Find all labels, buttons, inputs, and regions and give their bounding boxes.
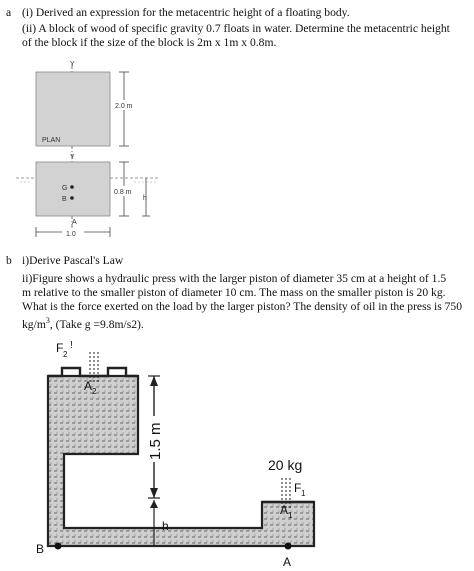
depth-h-label: h [143, 195, 147, 202]
point-b-label: B [62, 196, 67, 203]
point-a-marker [285, 543, 292, 550]
plan-label: PLAN [42, 137, 61, 144]
point-b-marker [55, 543, 62, 550]
force-f2-mark: ! [70, 340, 73, 351]
density-unit: kg/m [22, 317, 46, 331]
area-a1-label: A [280, 503, 289, 517]
axis-y-mid-label: Y [70, 154, 75, 161]
question-b-i: i)Derive Pascal's Law [22, 254, 124, 267]
dimension-1m: 1.0 [66, 231, 76, 238]
dimension-08m: 0.8 m [114, 189, 132, 196]
dimension-2m: 2.0 m [115, 103, 133, 110]
area-a2-subscript: 2 [92, 387, 97, 396]
question-a-i: (i) Derived an expression for the metacentric height of a floating body. [22, 6, 350, 19]
question-b-ii-line1: ii)Figure shows a hydraulic press with the larger piston of diameter 35 cm at a height of 1.5 [22, 272, 447, 285]
depth-h-label-b: h [162, 519, 169, 533]
area-a2-label: A [84, 379, 93, 393]
density-unit-exponent: 3 [45, 316, 50, 325]
point-a-label-b: A [283, 555, 292, 569]
point-g-label: G [62, 185, 68, 192]
force-f1-subscript: 1 [301, 489, 306, 498]
part-b-label: b [6, 254, 12, 267]
axis-y-top-label: Y [70, 61, 75, 68]
question-b-ii-line3: What is the force exerted on the load by the larger piston? The density of oil in the press is 750 [22, 300, 463, 313]
question-a-ii-line2: of the block if the size of the block is 2m x 1m x 0.8m. [22, 36, 277, 49]
gravity-note: , (Take g =9.8m/s2). [49, 317, 144, 331]
force-f1-label: F [294, 481, 302, 495]
force-f2-label: F [56, 341, 64, 355]
force-f2-subscript: 2 [63, 350, 68, 359]
height-label: 1.5 m [147, 422, 164, 460]
large-piston [48, 368, 138, 376]
point-a-label: A [72, 219, 77, 226]
part-a-label: a [6, 6, 12, 19]
area-a1-subscript: 1 [288, 511, 293, 520]
question-b-ii-line2: m relative to the smaller piston of diameter 10 cm. The mass on the smaller piston is 20 kg. [22, 286, 446, 299]
mass-label: 20 kg [268, 457, 303, 473]
point-b-label-b: B [36, 542, 45, 556]
question-a-ii-line1: (ii) A block of wood of specific gravity 0.7 floats in water. Determine the metacentric height [22, 22, 450, 35]
